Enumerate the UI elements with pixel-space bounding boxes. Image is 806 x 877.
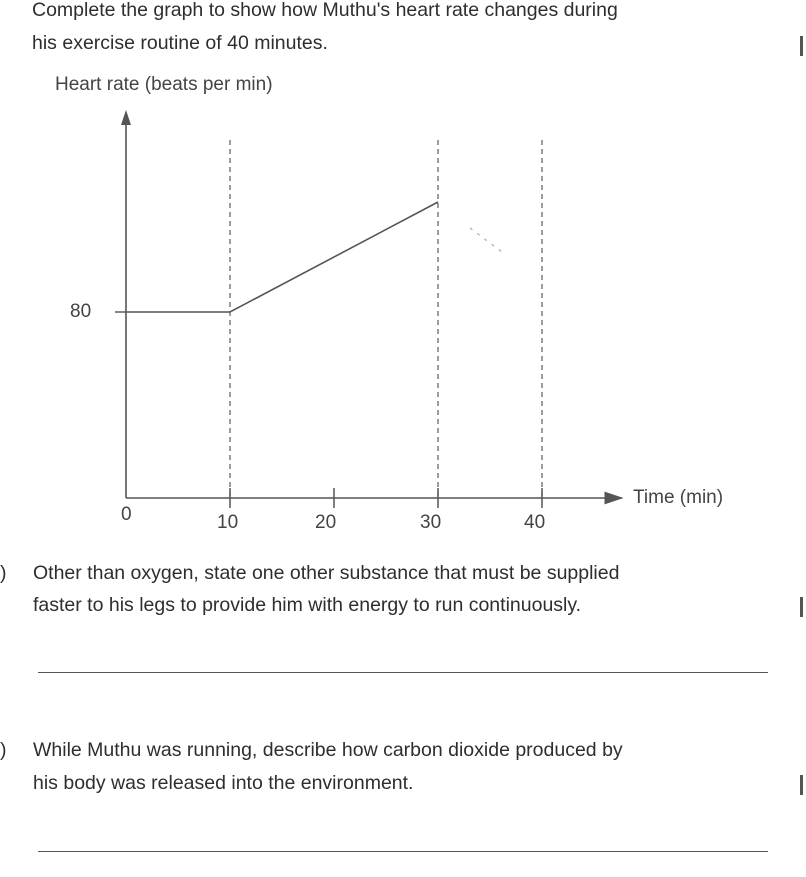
- x-tick-label-20: 20: [315, 512, 337, 533]
- origin-label: 0: [121, 504, 132, 525]
- part-b-answer-line[interactable]: [38, 672, 768, 673]
- part-b-question-line-2: faster to his legs to provide him with energy to run continuously.: [33, 594, 582, 616]
- part-c-answer-line[interactable]: [38, 851, 768, 852]
- y-axis-label: Heart rate (beats per min): [55, 74, 273, 95]
- x-tick-label-10: 10: [217, 512, 239, 533]
- marks-bracket: [800, 775, 803, 795]
- faint-pencil-mark: [470, 228, 502, 252]
- dashed-guides: [230, 140, 542, 498]
- part-c-marker: ): [0, 739, 7, 761]
- question-text-line-2: his exercise routine of 40 minutes.: [32, 32, 328, 54]
- part-b-question-line-1: Other than oxygen, state one other substance that must be supplied: [33, 562, 620, 584]
- question-text-line-1: Complete the graph to show how Muthu's heart rate changes during: [32, 0, 618, 21]
- x-axis-label: Time (min): [633, 487, 724, 508]
- part-b-marker: ): [0, 562, 7, 584]
- part-c-question-line-2: his body was released into the environment.: [33, 772, 414, 794]
- y-tick-label-80: 80: [70, 301, 92, 322]
- y-axis-arrowhead: [121, 110, 131, 125]
- heart-rate-line: [126, 202, 438, 312]
- x-tick-label-40: 40: [524, 512, 546, 533]
- part-c-question-line-1: While Muthu was running, describe how carbon dioxide produced by: [33, 739, 623, 761]
- marks-bracket: [800, 597, 803, 617]
- x-tick-label-30: 30: [420, 512, 442, 533]
